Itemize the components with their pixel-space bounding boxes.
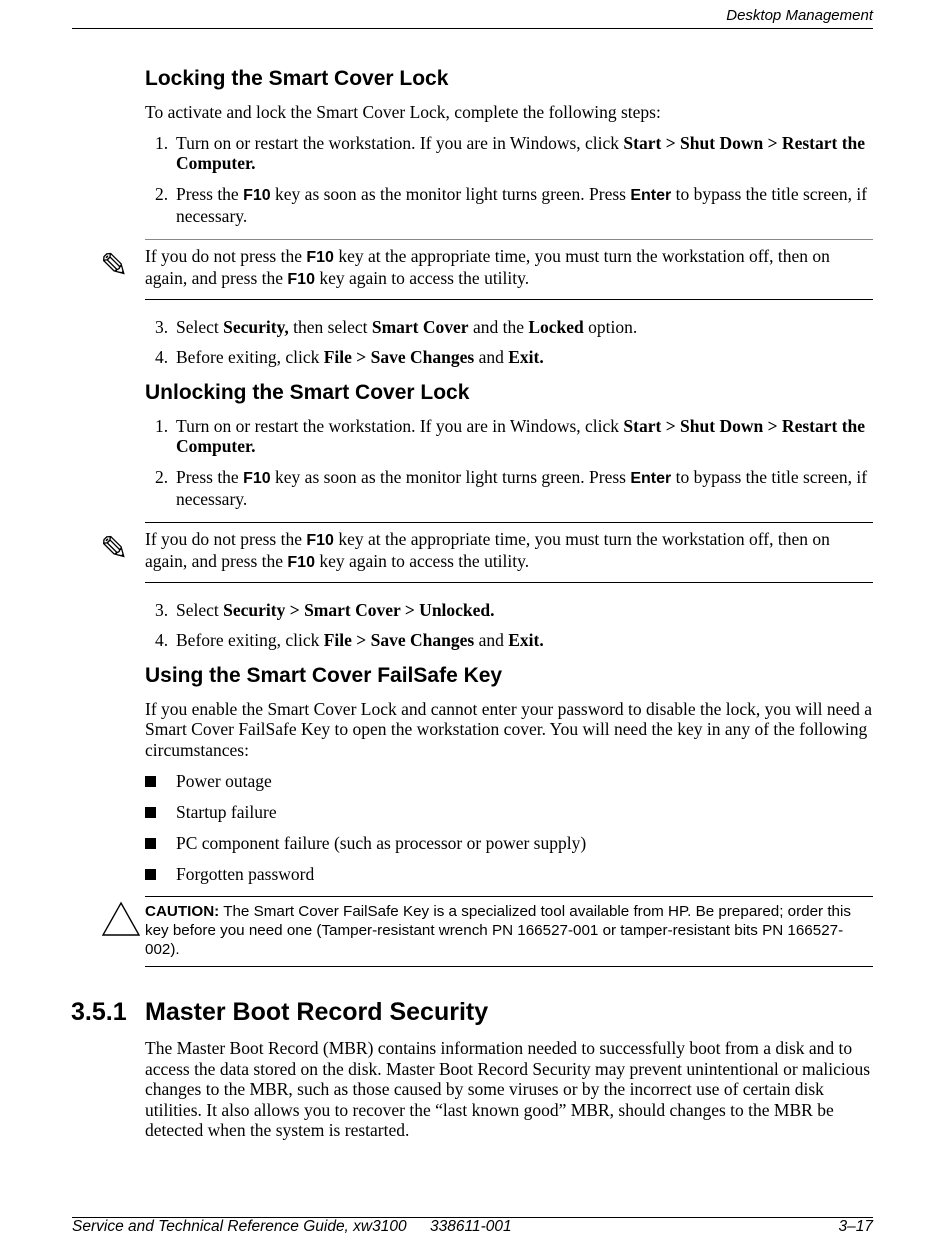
pencil-note-icon: ✎ <box>100 528 129 569</box>
list-item: 3. Select Security > Smart Cover > Unlocked. <box>155 599 495 620</box>
bullet-square-icon <box>145 869 156 880</box>
caution-box: CAUTION: The Smart Cover FailSafe Key is a specialized tool available from HP. Be prepared; order this key before you need one (Tamper-resistant wrench PN 166527-001 or tamper-resistant bits PN 166527-002). <box>145 896 873 967</box>
unlocking-heading: Unlocking the Smart Cover Lock <box>145 380 470 404</box>
list-item: 2. Press the F10 key as soon as the monitor light turns green. Press Enter to bypass the title screen, if necessary. <box>155 466 868 509</box>
note-box: ✎ If you do not press the F10 key at the appropriate time, you must turn the workstation off, then on again, and press the F10 key again to access the utility. <box>145 522 873 583</box>
failsafe-intro: If you enable the Smart Cover Lock and cannot enter your password to disable the lock, you will need a Smart Cover FailSafe Key to open the workstation cover. You will need the key in any of the following circumstances: <box>145 698 873 760</box>
document-number: 338611-001 <box>430 1218 512 1235</box>
running-footer <box>72 1218 873 1236</box>
key-label: F10 <box>243 469 271 487</box>
mbr-body: The Master Boot Record (MBR) contains information needed to successfully boot from a disk and to access the data stored on the disk. Master Boot Record Security may prevent unintentional or malicious changes to the MBR, such as those caused by some viruses or by the incorrect use of certain disk utilities. It also allows you to recover the “last known good” MBR, should changes to the MBR be detected when the system is restarted. <box>145 1038 871 1140</box>
list-item: Forgotten password <box>145 864 873 885</box>
section-number: 3.5.1 <box>71 998 127 1026</box>
key-label: Enter <box>630 186 672 204</box>
pencil-note-icon: ✎ <box>100 245 129 286</box>
bullet-square-icon <box>145 807 156 818</box>
list-item: PC component failure (such as processor or power supply) <box>145 833 873 854</box>
locking-heading: Locking the Smart Cover Lock <box>145 67 449 90</box>
failsafe-heading: Using the Smart Cover FailSafe Key <box>145 663 503 687</box>
header-rule <box>72 28 873 29</box>
caution-triangle-icon <box>101 901 141 937</box>
locking-steps-continued <box>145 317 873 368</box>
locking-steps <box>145 133 873 227</box>
key-label: F10 <box>243 186 271 204</box>
list-item: 3. Select Security, then select Smart Cover and the Locked option. <box>155 316 638 337</box>
caution-label: CAUTION: <box>145 903 220 920</box>
list-item: 4. Before exiting, click File > Save Changes and Exit. <box>155 347 544 367</box>
unlocking-steps <box>145 416 873 510</box>
list-item: Startup failure <box>145 802 873 823</box>
running-header: Desktop Management <box>726 7 873 24</box>
failsafe-circumstances <box>145 771 873 885</box>
page-content <box>71 62 873 1141</box>
list-item: Power outage <box>145 771 873 792</box>
section-heading <box>71 995 873 1029</box>
list-item: 1. Turn on or restart the workstation. If you are in Windows, click Start > Shut Down > Restart the Computer. <box>155 415 866 456</box>
unlocking-steps-continued <box>145 600 873 651</box>
page-number: 3–17 <box>838 1218 873 1235</box>
note-box: ✎ If you do not press the F10 key at the appropriate time, you must turn the workstation off, then on again, and press the F10 key again to access the utility. <box>145 239 873 300</box>
bullet-square-icon <box>145 776 156 787</box>
section-title: Master Boot Record Security <box>145 998 489 1026</box>
list-item: 4. Before exiting, click File > Save Changes and Exit. <box>155 630 544 650</box>
locking-intro: To activate and lock the Smart Cover Lock, complete the following steps: <box>145 102 661 122</box>
key-label: Enter <box>630 469 672 487</box>
list-item: 1. Turn on or restart the workstation. If you are in Windows, click Start > Shut Down > Restart the Computer. <box>155 132 866 173</box>
bullet-square-icon <box>145 838 156 849</box>
list-item: 2. Press the F10 key as soon as the monitor light turns green. Press Enter to bypass the title screen, if necessary. <box>155 183 868 226</box>
guide-title: Service and Technical Reference Guide, xw3100 <box>72 1218 407 1235</box>
